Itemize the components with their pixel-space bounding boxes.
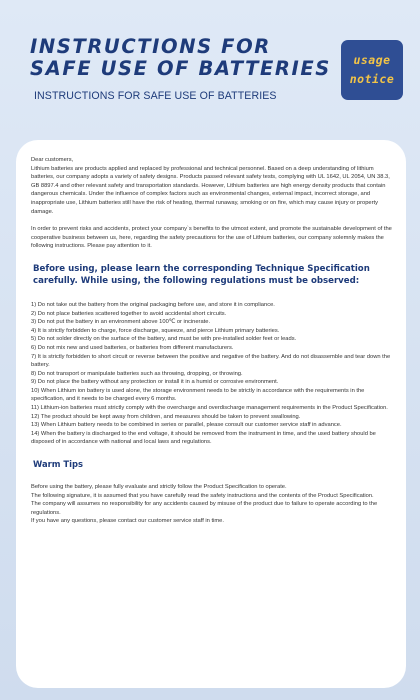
rule-item: 12) The product should be kept away from children, and measures should be taken to prevent swallowing. [31, 413, 301, 420]
rule-item: 5) Do not solder directly on the surface of the battery, and must be with pre-installed solder feet or leads. [31, 336, 297, 343]
rule-item: 11) Lithium-ion batteries must strictly comply with the overcharge and overdischarge management requirements in the Product Specification. [31, 405, 388, 412]
title-line-1: INSTRUCTIONS FOR [30, 35, 271, 58]
rule-item: 6) Do not mix new and used batteries, or batteries from different manufacturers. [31, 344, 234, 351]
title-line-2: SAFE USE OF BATTERIES [30, 57, 331, 80]
intro-paragraph-2: In order to prevent risks and accidents, protect your company`s benefits to the utmost extent, and promote the sustainable development of the cooperative business between us, here, regarding the safety precautions for the use of Lithium batteries, our company solemnly makes the following instructions. Please pay attention to it. [31, 226, 392, 250]
rule-item: 1) Do not take out the battery from the original packaging before use, and store it in compliance. [31, 301, 275, 308]
rule-item: 4) It is strictly forbidden to charge, force discharge, squeeze, and pierce Lithium primary batteries. [31, 327, 280, 334]
warm-tips-heading: Warm Tips [33, 459, 83, 470]
rules-list [31, 301, 392, 447]
tip-item: If you have any questions, please contact our customer service staff in time. [31, 518, 224, 525]
rule-item: 10) When Lithium ion battery is used alone, the storage environment needs to be strictly in accordance with the requirements in the specification, and it needs to be charged every 6 months. [31, 387, 365, 403]
rule-item: 13) When Lithium battery needs to be combined in series or parallel, please consult our customer service staff in advance. [31, 422, 342, 429]
instructions-card [16, 140, 406, 688]
rule-item: 8) Do not transport or manipulate batteries such as throwing, dropping, or throwing. [31, 370, 243, 377]
tip-item: Before using the battery, please fully evaluate and strictly follow the Product Specification to operate. [31, 484, 287, 491]
rule-item: 14) When the battery is discharged to the end voltage, it should be removed from the instrument in time, and the used battery should be disposed of in accordance with national and local laws and regulations. [31, 430, 376, 446]
rule-item: 2) Do not place batteries scattered together to avoid accidental short circuits. [31, 310, 227, 317]
usage-notice-badge [341, 40, 403, 100]
greeting: Dear customers, [31, 157, 74, 163]
badge-line-2: notice [349, 72, 395, 86]
badge-line-1: usage [353, 53, 391, 67]
tip-item: The company will assumes no responsibility for any accidents caused by misuse of the product due to failure to operate according to the regulations. [31, 501, 378, 516]
page-title [30, 36, 331, 80]
warm-tips-list [31, 483, 392, 526]
tip-item: The following signature, it is assumed that you have carefully read the safety instructions and the contents of the Product Specification. [31, 492, 374, 499]
intro-paragraph-1: Lithium batteries are products applied and replaced by professional and technical personnel. Based on a deep understanding of lithium batteries, our company adopts a variety of safety designs. Products passed relevant safety tests, complying with UL 1642, UL 2054, UN 38.3, GB 8897.4 and other relevant safety and transportation standards. However, Lithium batteries are high energy density products that contain dangerous chemicals. Under the influence of complex factors such as environmental changes, external impact, incorrect storage, and inappropriate use, Lithium batteries still have the risk of heating, thermal runaway, smoking or on fire, which may cause injury or property damage. [31, 165, 390, 215]
rule-item: 9) Do not place the battery without any protection or install it in a humid or corrosive environment. [31, 379, 279, 386]
rule-item: 7) It is strictly forbidden to short circuit or reverse between the positive and negative of the battery. And do not disassemble and tear down the battery. [31, 353, 391, 369]
page-subtitle: INSTRUCTIONS FOR SAFE USE OF BATTERIES [34, 90, 277, 102]
rule-item: 3) Do not put the battery in an environment above 100℃ or incinerate. [31, 319, 211, 326]
rules-heading: Before using, please learn the corresponding Technique Specification carefully. While using, the following regulations must be observed: [33, 263, 370, 286]
